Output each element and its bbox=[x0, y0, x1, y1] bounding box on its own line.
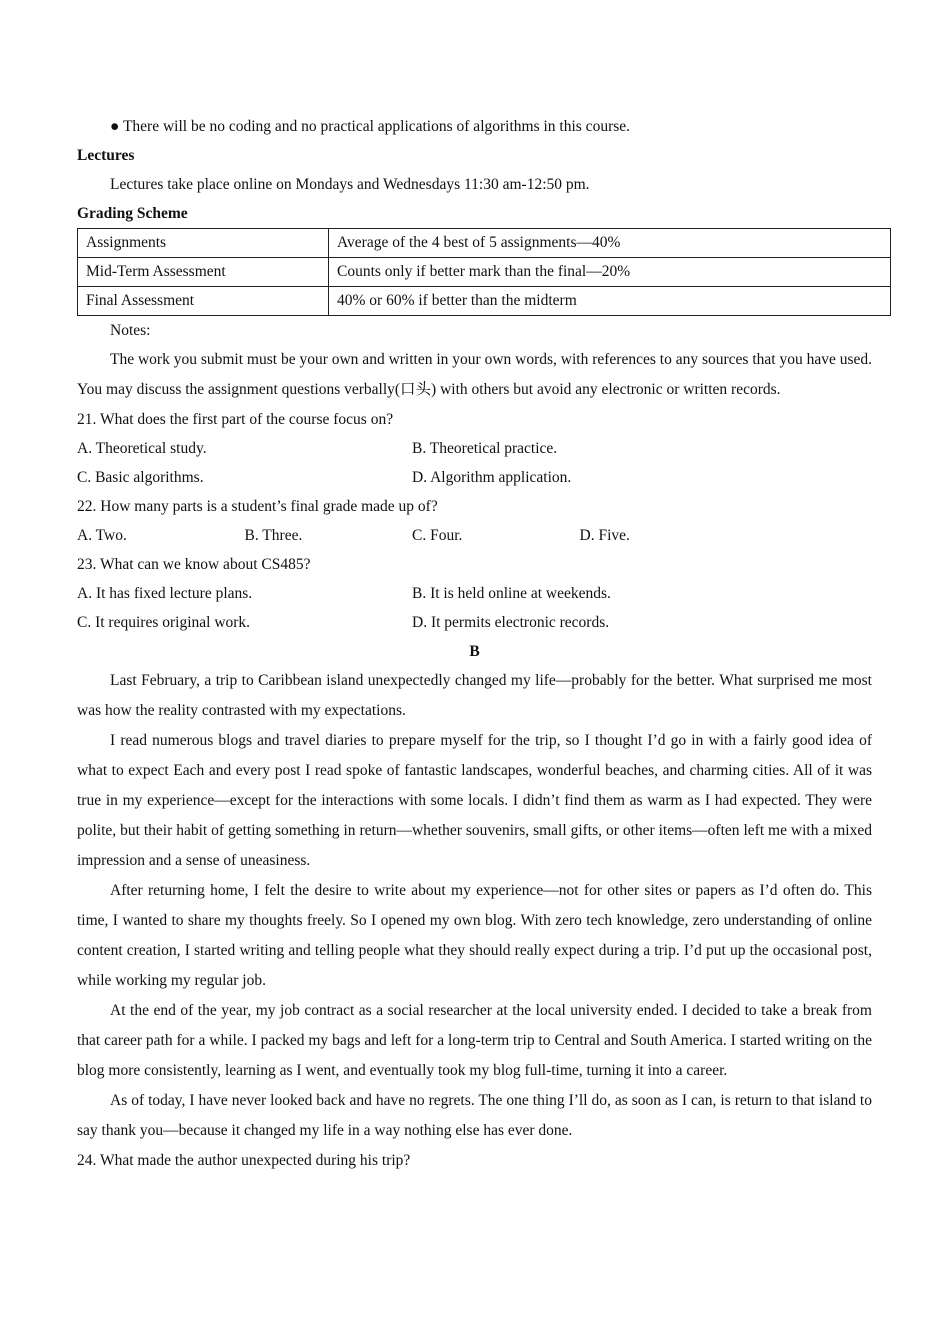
table-row bbox=[78, 258, 891, 287]
section-b-heading: B bbox=[469, 643, 480, 660]
passage-paragraph: I read numerous blogs and travel diaries to prepare myself for the trip, so I thought I’d go in with a fairly good idea of what to expect Each and every post I read spoke of fantastic landscapes, wonderful beaches, and charming cities. All of it was true in my experience—except for the interactions with some locals. I didn’t find them as warm as I had expected. They were polite, but their habit of getting something in return—whether souvenirs, small gifts, or other items—often left me with a mixed impression and a sense of uneasiness. bbox=[77, 732, 872, 869]
question-22-options bbox=[77, 521, 872, 550]
course-bullet: ● There will be no coding and no practical applications of algorithms in this course. bbox=[110, 118, 631, 135]
grading-item: Assignments bbox=[78, 229, 329, 258]
question-23-options-row-2 bbox=[77, 608, 872, 637]
grading-heading: Grading Scheme bbox=[77, 205, 188, 222]
question-21-stem: 21. What does the first part of the course focus on? bbox=[77, 411, 394, 428]
question-21-options-row-2 bbox=[77, 463, 872, 492]
grading-detail: 40% or 60% if better than the midterm bbox=[329, 287, 891, 316]
option-d: D. Algorithm application. bbox=[412, 469, 572, 486]
notes-text: The work you submit must be your own and written in your own words, with references to any sources that you have used. You may discuss the assignment questions verbally(口头) with others but avoid any electronic or written records. bbox=[77, 351, 872, 398]
question-24-stem: 24. What made the author unexpected during his trip? bbox=[77, 1152, 411, 1169]
option-a: A. It has fixed lecture plans. bbox=[77, 585, 253, 602]
option-b: B. It is held online at weekends. bbox=[412, 585, 611, 602]
option-a: A. Two. bbox=[77, 527, 127, 544]
table-row bbox=[78, 287, 891, 316]
option-c: C. Four. bbox=[412, 527, 463, 544]
grading-item: Final Assessment bbox=[78, 287, 329, 316]
question-22-stem: 22. How many parts is a student’s final grade made up of? bbox=[77, 498, 438, 515]
option-d: D. It permits electronic records. bbox=[412, 614, 610, 631]
exam-page bbox=[77, 112, 872, 1175]
grading-detail: Counts only if better mark than the final—20% bbox=[329, 258, 891, 287]
option-c: C. Basic algorithms. bbox=[77, 469, 204, 486]
option-a: A. Theoretical study. bbox=[77, 440, 207, 457]
grading-table bbox=[77, 228, 891, 316]
option-b: B. Theoretical practice. bbox=[412, 440, 558, 457]
question-23-stem: 23. What can we know about CS485? bbox=[77, 556, 311, 573]
question-23-options-row-1 bbox=[77, 579, 872, 608]
option-d: D. Five. bbox=[579, 527, 630, 544]
grading-item: Mid-Term Assessment bbox=[78, 258, 329, 287]
option-b: B. Three. bbox=[244, 527, 303, 544]
table-row bbox=[78, 229, 891, 258]
option-c: C. It requires original work. bbox=[77, 614, 251, 631]
passage-paragraph: Last February, a trip to Caribbean island unexpectedly changed my life—probably for the better. What surprised me most was how the reality contrasted with my expectations. bbox=[77, 672, 872, 719]
passage-paragraph: As of today, I have never looked back and have no regrets. The one thing I’ll do, as soon as I can, is return to that island to say thank you—because it changed my life in a way nothing else has ever done. bbox=[77, 1092, 872, 1139]
notes-label: Notes: bbox=[110, 322, 151, 339]
lectures-text: Lectures take place online on Mondays and Wednesdays 11:30 am-12:50 pm. bbox=[110, 176, 590, 193]
passage-paragraph: After returning home, I felt the desire to write about my experience—not for other sites or papers as I’d often do. This time, I wanted to share my thoughts freely. So I opened my own blog. With zero tech knowledge, zero understanding of online content creation, I started writing and telling people what they should really expect during a trip. I’d put up the occasional post, while working my regular job. bbox=[77, 882, 872, 989]
question-21-options-row-1 bbox=[77, 434, 872, 463]
grading-detail: Average of the 4 best of 5 assignments—40% bbox=[329, 229, 891, 258]
lectures-heading: Lectures bbox=[77, 147, 135, 164]
passage-paragraph: At the end of the year, my job contract as a social researcher at the local university ended. I decided to take a break from that career path for a while. I packed my bags and left for a long-term trip to Central and South America. I started writing on the blog more consistently, learning as I went, and eventually took my blog full-time, turning it into a career. bbox=[77, 1002, 872, 1079]
